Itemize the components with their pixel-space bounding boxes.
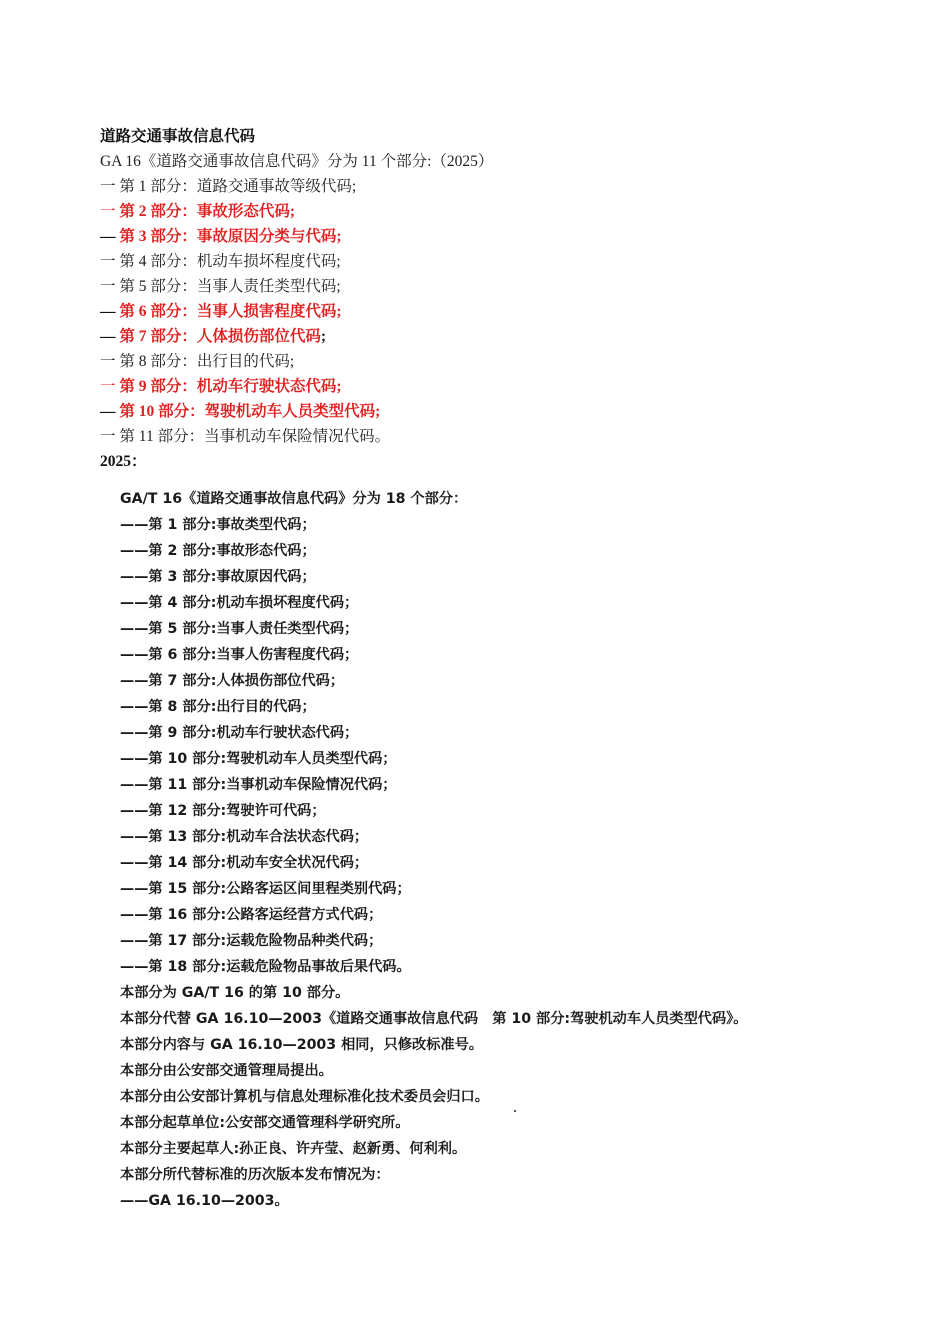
dash-mark: 一: [100, 278, 116, 295]
scan-intro: GA/T 16《道路交通事故信息代码》分为 18 个部分：: [120, 491, 468, 507]
parts-2025-item: ——第 14 部分:机动车安全状况代码；: [120, 855, 369, 871]
doc-intro: GA 16《道路交通事故信息代码》分为 11 个部分:（2025）: [100, 153, 494, 170]
note-line: 本部分由公安部计算机与信息处理标准化技术委员会归口。: [120, 1089, 489, 1105]
parts-2003-item: [100, 199, 493, 224]
parts-2003-item: [100, 249, 493, 274]
note-line: 本部分所代替标准的历次版本发布情况为：: [120, 1167, 390, 1183]
parts-2025-item: ——第 11 部分:当事机动车保险情况代码；: [120, 777, 397, 793]
note-line: 本部分代替 GA 16.10—2003《道路交通事故信息代码 第 10 部分:驾驶机动车人员类型代码》。: [120, 1011, 748, 1027]
parts-2003-item: [100, 274, 493, 299]
parts-2003-list: [100, 174, 493, 449]
part-text: 第 1 部分：道路交通事故等级代码;: [119, 178, 357, 195]
label-2025: 2025：: [100, 453, 147, 470]
parts-2003-item: [100, 299, 493, 324]
dash-mark: 一: [100, 353, 116, 370]
note-line: 本部分主要起草人:孙正良、许卉莹、赵新勇、何利利。: [120, 1141, 467, 1157]
parts-2003-item: [100, 224, 493, 249]
part-text: 第 10 部分：驾驶机动车人员类型代码;: [119, 403, 381, 420]
dash-mark: 一: [100, 203, 116, 220]
scanned-section: [120, 486, 747, 1214]
dash-mark: 一: [100, 253, 116, 270]
parts-2025-list: [120, 512, 747, 980]
parts-2003-item: [100, 374, 493, 399]
parts-2025-item: ——第 17 部分:运载危险物品种类代码；: [120, 933, 383, 949]
parts-2003-item: [100, 424, 493, 449]
part-text: 第 3 部分：事故原因分类与代码;: [119, 228, 342, 245]
dash-mark: 一: [100, 178, 116, 195]
dash-mark: 一: [100, 428, 116, 445]
dash-mark: 一: [100, 378, 116, 395]
parts-2025-item: ——第 10 部分:驾驶机动车人员类型代码；: [120, 751, 397, 767]
part-text: 第 8 部分：出行目的代码;: [119, 353, 295, 370]
parts-2003-item: [100, 349, 493, 374]
dash-mark: —: [100, 403, 116, 420]
parts-2025-item: ——第 4 部分:机动车损坏程度代码；: [120, 595, 359, 611]
typed-section: [100, 124, 493, 474]
note-line: 本部分内容与 GA 16.10—2003 相同，只修改标准号。: [120, 1037, 483, 1053]
parts-2025-item: ——第 2 部分:事故形态代码；: [120, 543, 316, 559]
dash-mark: —: [100, 228, 116, 245]
parts-2025-item: ——第 13 部分:机动车合法状态代码；: [120, 829, 369, 845]
part-text: 第 2 部分：事故形态代码;: [119, 203, 296, 220]
dash-mark: —: [100, 328, 116, 345]
dash-mark: —: [100, 303, 116, 320]
parts-2025-item: ——第 12 部分:驾驶许可代码；: [120, 803, 326, 819]
notes-list: [120, 980, 747, 1214]
parts-2003-item: [100, 399, 493, 424]
parts-2025-item: ——第 16 部分:公路客运经营方式代码；: [120, 907, 383, 923]
parts-2025-item: ——第 5 部分:当事人责任类型代码；: [120, 621, 359, 637]
parts-2025-item: ——第 3 部分:事故原因代码；: [120, 569, 316, 585]
parts-2003-item: [100, 324, 493, 349]
parts-2025-item: ——第 9 部分:机动车行驶状态代码；: [120, 725, 359, 741]
parts-2003-item: [100, 174, 493, 199]
parts-2025-item: ——第 15 部分:公路客运区间里程类别代码；: [120, 881, 411, 897]
parts-2025-item: ——第 7 部分:人体损伤部位代码；: [120, 673, 345, 689]
parts-2025-item: ——第 18 部分:运载危险物品事故后果代码。: [120, 959, 411, 975]
part-tail: ;: [320, 328, 327, 345]
parts-2025-item: ——第 8 部分:出行目的代码；: [120, 699, 316, 715]
part-text: 第 7 部分：人体损伤部位代码: [119, 328, 321, 345]
part-text: 第 6 部分：当事人损害程度代码;: [119, 303, 342, 320]
doc-title: 道路交通事故信息代码: [100, 128, 256, 145]
note-line: 本部分为 GA/T 16 的第 10 部分。: [120, 985, 350, 1001]
scan-speck: [514, 1110, 516, 1112]
part-text: 第 4 部分：机动车损坏程度代码;: [119, 253, 341, 270]
parts-2025-item: ——第 6 部分:当事人伤害程度代码；: [120, 647, 359, 663]
note-line: 本部分由公安部交通管理局提出。: [120, 1063, 333, 1079]
parts-2025-item: ——第 1 部分:事故类型代码；: [120, 517, 316, 533]
part-text: 第 9 部分：机动车行驶状态代码;: [119, 378, 342, 395]
part-text: 第 5 部分：当事人责任类型代码;: [119, 278, 341, 295]
note-line: ——GA 16.10—2003。: [120, 1193, 289, 1209]
note-line: 本部分起草单位:公安部交通管理科学研究所。: [120, 1115, 410, 1131]
part-text: 第 11 部分：当事机动车保险情况代码。: [119, 428, 391, 445]
